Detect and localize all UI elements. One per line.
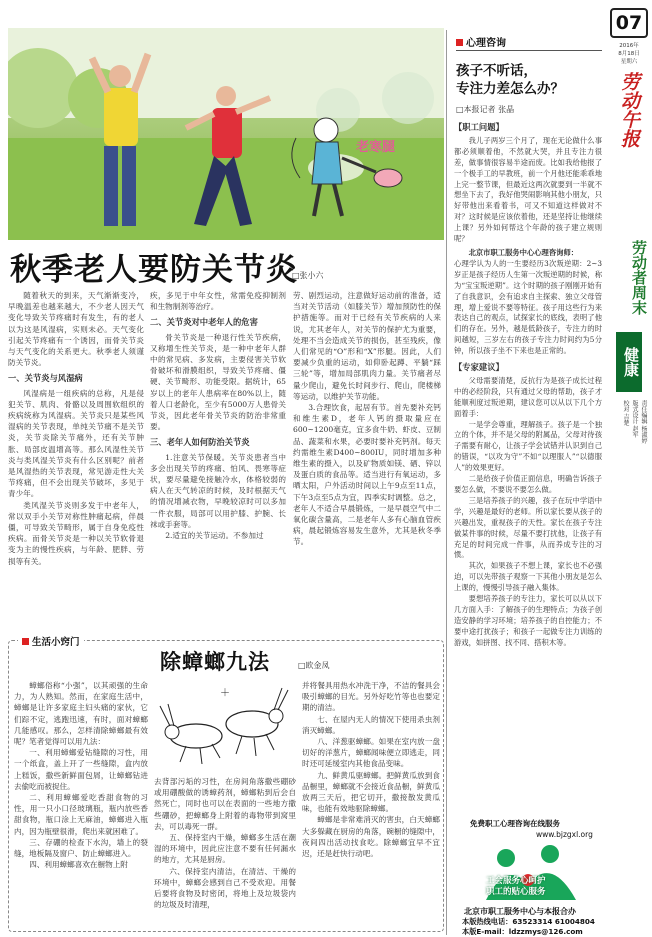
advice-paragraph: 父母需要清楚，反抗行为是孩子成长过程中的必经阶段，只有通过父母的帮助，孩子才能顺利度过叛逆期，建议您可以从以下几个方面着手： [454, 375, 602, 418]
tips-paragraph: 八、洋葱驱蟑螂。如果在室内放一盘切好的洋葱片，蟑螂闻味便立即逃走，同时还可延缓室内其他食品变味。 [302, 737, 440, 769]
masthead [606, 0, 652, 937]
tips-paragraph: 并将餐具用热水冲洗干净，不洁的餐具会吸引蟑螂的目光。另外好吃竹等也也要定期的清洁。 [302, 681, 440, 713]
life-col1 [14, 680, 148, 928]
date-year: 2016年 [619, 43, 639, 49]
cold-leg-cartoon [276, 108, 444, 226]
cockroach-illustration [156, 676, 296, 774]
psych-title-line1: 孩子不听话， [456, 63, 537, 79]
life-tips-tag [18, 634, 84, 648]
column-divider [446, 30, 447, 935]
hotline-number: 63523314 61004804 [512, 917, 595, 926]
article-paragraph: 劳、剧烈运动，注意做好运动前的准备，适当对关节活动（如膝关节）增加预防性的保护措施等。而对于已经有关节疾病的人来说，尤其老年人，对关节的保护尤为重要，处理不当会造成关节的损伤，甚至残疾，像人们常见的“O”形和“X”形腿。因此，人们要减少负重的运动，如仰卧起蹲、平躺“踩三轮”等，增加局部肌肉力量。关节痛者尽量少爬山，避免长时间步行、爬山，爬楼梯等运动，以维护关节功能。 [293, 291, 441, 401]
question-text: 我儿子两岁三个月了，现在无论做什么事都必须顺着他，不然就大哭，并且专注力很差，做事情很容易半途而废。比如我给他报了一个极手工的早教班，前一个月他还能乖乖地上完一整节课，但最近这两次就要到一半就不想坐下去了，我好他哭闹影响其他小朋友，只好带他出来看着书，可又不知道这样做对不对？这时候是应该依着他，还是坚持让他继续上课？另外如何帮这个年龄的孩子建立规则呢？ [454, 135, 602, 244]
question-heading: 【职工问题】 [454, 122, 504, 132]
tips-paragraph: 二、利用蟑螂爱吃香甜食物的习性，用一只小口径玻璃瓶，瓶内放些香甜食物，瓶口涂上无麻油，蟑螂进入瓶内，因为瓶壁很滑，爬出来就困难了。 [14, 793, 148, 836]
life-col3 [302, 680, 440, 928]
tips-paragraph: 四、利用蟑螂喜欢在橱物上附 [29, 860, 128, 870]
credit-design: 版式设计 赵军 [631, 400, 638, 438]
tips-paragraph: 三、存硼的检查下水沟，墙上的裂缝，地板隔及窗户、防止蟑螂进入。 [14, 837, 148, 859]
credits [612, 400, 648, 480]
section-heading: 一、关节炎与风湿病 [8, 373, 83, 384]
logo-figures-icon [466, 840, 600, 910]
main-article-col3 [293, 290, 441, 623]
article-paragraph: 3.合理饮食，起居有节。首先要补充钙和维生素D，老年人钙的摄取量应在600~1200毫克，宜多食牛奶、虾皮、豆制品、蔬菜和水果，必要时要补充钙剂。每天约需维生素D400~800IU，同时增加多种维生素的摄入，以及矿物质如镁、硒、锌以及蛋白质的食品等。适当进行有氧运动，多晒太阳，户外活动时间以上午9点至11点，下午3点至5点为宜，四季实时调整。总之，老年人不适合早晨锻炼，一是早晨空气中二氧化碳含量高，二是老年人多有心脑血管疾病，晨起锻炼容易发生意外，尤其是秋冬季节。 [293, 403, 441, 547]
advice-paragraph: 三是培养孩子的兴趣，孩子在玩中学语中学，兴趣是最好的老师。所以家长要从孩子的兴趣出发，重视孩子的天性。家长在孩子专注做某件事的时候，尽量不要打扰他，让孩子有充足的时间完成一件事，从而养成专注的习惯。 [454, 495, 602, 560]
main-article-col1 [8, 290, 144, 623]
tag-square-icon [22, 638, 29, 645]
article-paragraph: 随着秋天的到来，天气渐渐变冷，早晚温差也越来越大，不少老人因天气变化导致关节疼痛时有发生，有的老人以为这是风湿病，实则未必。天气变化引起关节疼痛有一个诱因，而骨关节炎与天气变化的关系更大。秋季老人须谨防关节炎。 [8, 291, 144, 368]
paper-name-logo [616, 72, 642, 148]
cartoon-caption: 老寒腿 [356, 140, 396, 155]
section-heading: 二、关节炎对中老年人的危害 [150, 317, 258, 328]
tips-paragraph: 五、保持室内干燥，蟑螂多生活在潮湿的环境中，因此应注意不要有任何漏水的地方，尤其是厨房。 [154, 833, 296, 865]
psych-title [456, 62, 606, 98]
center-note: 北京市职工服务中心与本报合办 [464, 907, 576, 916]
advice-paragraph: 一是学会尊重，理解孩子。孩子是一个独立的个体，并不是父母的附属品，父母对待孩子需要有耐心，让孩子学会试错并认识到自己的错误，“以攻为守”不如“以理服人”“以德服人”的效果更好。 [454, 419, 602, 473]
psych-tag-text: 心理咨询 [466, 38, 506, 49]
union-logo [466, 840, 600, 910]
service-note: 免费职工心理咨询在线服务 [470, 819, 560, 828]
article-paragraph: 2.适宜的关节运动。不参加过 [165, 531, 264, 541]
psych-title-line2: 专注力差怎么办？ [456, 81, 564, 97]
psych-tag [456, 34, 506, 49]
main-article-title: 秋季老人要防关节炎 [10, 252, 298, 288]
tips-paragraph: 蟑螂是非常难消灭的害虫，白天蟑螂大多躲藏在厨房的角落，碗橱的缝隙中，夜间四出活动找食吃。除蟑螂宜早不宜迟，还是赶快行动吧。 [302, 815, 440, 859]
date-day: 8月18日 [618, 51, 640, 57]
credit-proof: 校对 吉楚 [622, 400, 629, 426]
article-paragraph: 风湿病是一组疾病的总称，凡是侵犯关节、肌肉、骨骼以及周围软组织的疾病统称为风湿病。关节炎只是某些风湿病的关节表现，单纯关节痛不是关节炎，关节炎除关节痛外，还有关节肿胀、局部皮温增高等。那么风湿性关节炎与类风湿关节炎有什么区别呢？前者是风湿热的关节表现，常见游走性大关节疼痛，但不会出现关节破坏，多见于青少年。 [8, 388, 144, 499]
service-website[interactable]: www.bjzgxl.org [536, 830, 593, 839]
psych-tag-underline [456, 50, 602, 51]
life-tips-author: □欧金凤 [298, 661, 330, 670]
section-name [610, 240, 648, 315]
section-topic [616, 332, 642, 392]
tips-paragraph: 六、保持室内清洁，在清洁、干燥的环境中，蟑螂会感到自己不受欢迎。用餐后要将食物及时密闭，将地上及垃圾袋内的垃圾及时清理， [154, 866, 296, 910]
section-name-text: 劳动者周末 [630, 240, 648, 315]
tips-paragraph: 九、鲜黄瓜驱蟑螂。把鲜黄瓜放到食品橱里，蟑螂就不会接近食品橱，鲜黄瓜放两三天后，把它切开，撒接散发黄瓜味，也能有效地驱除蟑螂。 [302, 770, 440, 814]
issue-date [608, 42, 650, 66]
psych-byline: □本报记者 张晶 [456, 105, 515, 114]
logo-text-2: 职工的贴心服务 [486, 887, 546, 897]
answer-intro: 心理学认为人的一生要经历3次叛逆期：2~3岁正是孩子经历人生第一次叛逆期的时候，称为“宝宝叛逆期”。这个时期的孩子刚刚开始有了自我意识，会有追求自主探索、独立父母管理，增上爱说不要等特征。孩子用这些行为来表达自己的观点，试探家长的底线，表明了他们的存在。另外，越是低龄孩子，专注力的时间越短，三岁左右的孩子专注力时间约为5分钟，所以孩子坐不下来也是正常的。 [454, 258, 602, 356]
hotline-label: 本版热线电话： [462, 917, 513, 926]
advice-paragraph: 要想培养孩子的专注力，家长可以从以下几方面入手：了解孩子的生理特点；为孩子创造安静的学习环境；培养孩子的自控能力；不要中途打扰孩子；和孩子一起做专注力训练的游戏，如拼图、找不同、搭积木等。 [454, 594, 602, 647]
life-col2 [154, 776, 296, 928]
article-paragraph: 疾，多见于中年女性，常需免疫抑制剂和生物制剂等治疗。 [150, 291, 286, 312]
credit-editor: 责任编辑 杨淑婷 [640, 400, 647, 444]
advice-paragraph: 其次，如果孩子不想上课，家长也不必强迫，可以先带孩子观察一下其他小朋友是怎么上课的，慢慢引导孩子融入集体。 [454, 561, 602, 593]
tips-paragraph: 去背部污垢的习性，在房间角落撒些硼砂或用硼酸做的诱蟑药剂，蟑螂粘到后会自然死亡，同时也可以在表面的一些地方撒些硼砂，把蟑螂身上附着的毒物带到窝里去，可以毒死一群。 [154, 777, 296, 831]
svg-text:＋: ＋ [220, 688, 230, 699]
life-tips-title: 除蟑螂九法 [160, 649, 270, 674]
psych-body [454, 122, 602, 812]
article-paragraph: 类风湿关节炎则多发于中老年人，常以双手小关节对称性肿痛起病，伴晨僵，可导致关节畸形，属于自身免疫性疾病。而骨关节炎是一种以关节软骨退变为主的慢性疾病，与年龄、肥胖、劳损等有关。 [8, 500, 144, 566]
email-label: 本版E-mail： [462, 927, 509, 936]
article-paragraph: 1.注意关节保暖。关节炎患者当中多会出现关节的疼痛、怕风、畏寒等症状，要尽量避免接触冷水，体格较弱的病人在天气转凉的时候，及时根据天气的情况增减衣物，早晚较凉时可以多加一件衣服，局部可以用护膝、护腕、长袜或手套等。 [150, 452, 286, 529]
logo-text-1: 工会服务心呵护 [486, 876, 546, 886]
tips-paragraph: 蟑螂俗称“小强”，以其顽强的生命力，为人熟知。然而，在家庭生活中，蟑螂是让许多家庭主妇头痛的家伙，它们踪不定，逃跑迅速，有时，面对蟑螂几能感叹。那么，怎样清除蟑螂最有效呢？笔者觉得可以用九法： [14, 681, 148, 747]
cockroach-drawing [156, 676, 296, 774]
email [462, 927, 583, 937]
life-tag-text: 生活小窍门 [32, 637, 80, 648]
tips-paragraph: 一、利用蟑螂爱钻缝隙的习性，用一个纸盒，盖上开了一些缝隙，盒内放上糕饭，撒些新鲜面包屑，让蟑螂钻进去偷吃而被捉住。 [14, 748, 148, 791]
tag-square-icon [456, 39, 463, 46]
page-number: 07 [610, 8, 648, 38]
section-heading: 三、老年人如何防治关节炎 [150, 437, 250, 448]
paper-name: 劳动午报 [618, 72, 640, 148]
main-article-author: □张小六 [292, 271, 324, 280]
cartoon-drawing [276, 108, 444, 226]
hotline [462, 917, 595, 927]
expert-name: 北京市职工服务中心心理咨询师： [468, 247, 579, 257]
advice-heading: 【专家建议】 [454, 362, 504, 373]
email-address[interactable]: ldzzmys@126.com [508, 927, 583, 936]
main-article-col2 [150, 290, 286, 623]
section-topic-text: 健康 [622, 347, 640, 377]
weekday: 星期六 [620, 59, 638, 65]
article-paragraph: 骨关节炎是一种退行性关节疾病，又称增生性关节炎，是一种中老年人群中的常见病、多发病，主要侵害关节软骨破坏和滑膜组织，导致关节疼痛、僵硬、关节畸形、功能受限。据统计，65岁以上的老年人患病率在80%以上，随着人口老龄化，至少有5000万人患骨关节炎，因此老年骨关节炎的防治非常重要。 [150, 332, 286, 432]
advice-paragraph: 二是给孩子价值正面信息，明确告诉孩子要怎么做，不要说不要怎么做。 [454, 474, 602, 494]
tips-paragraph: 七、在屋内无人的情况下使用杀虫剂消灭蟑螂。 [302, 714, 440, 735]
